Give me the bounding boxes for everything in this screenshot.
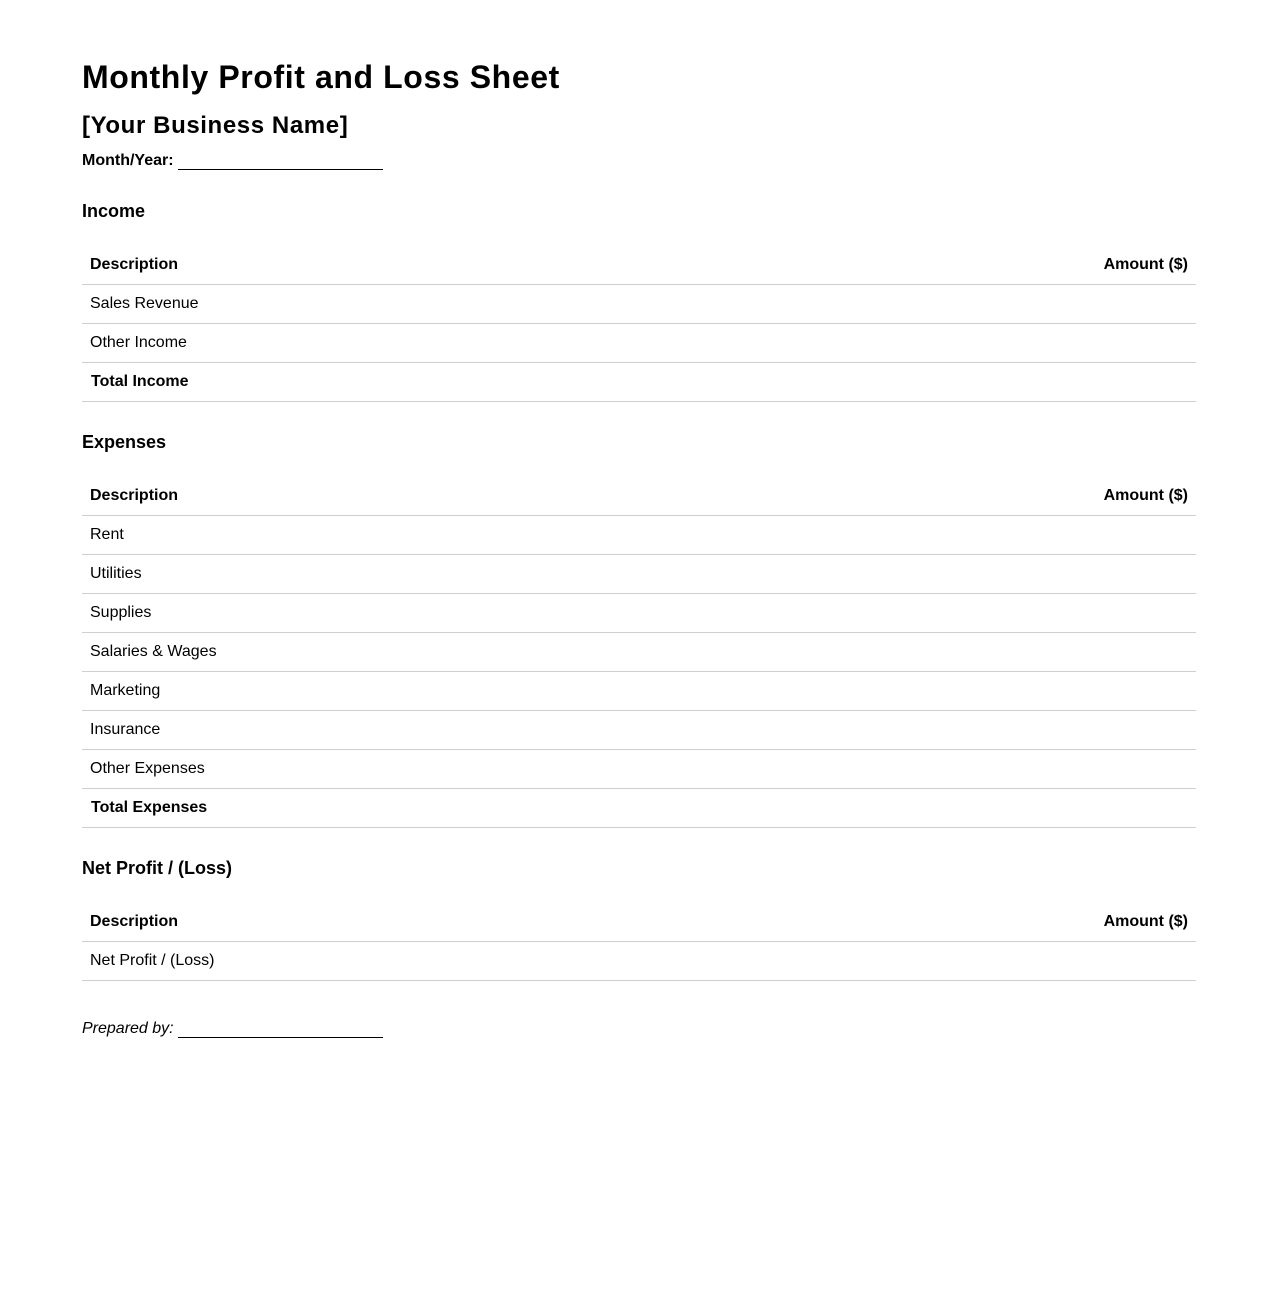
prepared-by-label: Prepared by: (82, 1020, 174, 1037)
table-row (82, 516, 1196, 555)
row-description: Utilities (90, 565, 142, 582)
total-income-label: Total Income (91, 373, 189, 390)
income-table (82, 246, 1196, 402)
expenses-heading: Expenses (82, 432, 167, 452)
table-row (82, 324, 1196, 363)
table-row (82, 711, 1196, 750)
row-description: Sales Revenue (90, 295, 199, 312)
row-description: Insurance (90, 721, 161, 738)
expenses-total-row (82, 789, 1196, 828)
net-col-description: Description (90, 913, 179, 930)
table-row (82, 594, 1196, 633)
row-description: Net Profit / (Loss) (90, 952, 215, 969)
net-profit-heading: Net Profit / (Loss) (82, 858, 233, 878)
row-description: Supplies (90, 604, 152, 621)
table-row (82, 750, 1196, 789)
income-col-amount: Amount ($) (1103, 256, 1188, 273)
net-col-amount: Amount ($) (1103, 913, 1188, 930)
expenses-table-header (82, 477, 1196, 516)
table-row (82, 555, 1196, 594)
business-name: [Your Business Name] (82, 112, 349, 139)
month-year-field (82, 152, 383, 170)
row-description: Other Expenses (90, 760, 205, 777)
expenses-col-description: Description (90, 487, 179, 504)
row-description: Salaries & Wages (90, 643, 217, 660)
row-description: Marketing (90, 682, 161, 699)
month-year-blank-line[interactable] (178, 153, 383, 170)
prepared-by-blank-line[interactable] (178, 1021, 383, 1038)
net-profit-table (82, 903, 1196, 981)
table-row (82, 285, 1196, 324)
row-description: Rent (90, 526, 124, 543)
table-row (82, 672, 1196, 711)
row-description: Other Income (90, 334, 187, 351)
prepared-by-field (82, 1020, 383, 1038)
month-year-label: Month/Year: (82, 152, 174, 169)
income-heading: Income (82, 201, 146, 221)
table-row (82, 942, 1196, 981)
net-table-header (82, 903, 1196, 942)
table-row (82, 633, 1196, 672)
income-total-row (82, 363, 1196, 402)
expenses-table (82, 477, 1196, 828)
total-expenses-label: Total Expenses (91, 799, 208, 816)
page-title: Monthly Profit and Loss Sheet (82, 59, 560, 95)
income-table-header (82, 246, 1196, 285)
income-col-description: Description (90, 256, 179, 273)
expenses-col-amount: Amount ($) (1103, 487, 1188, 504)
